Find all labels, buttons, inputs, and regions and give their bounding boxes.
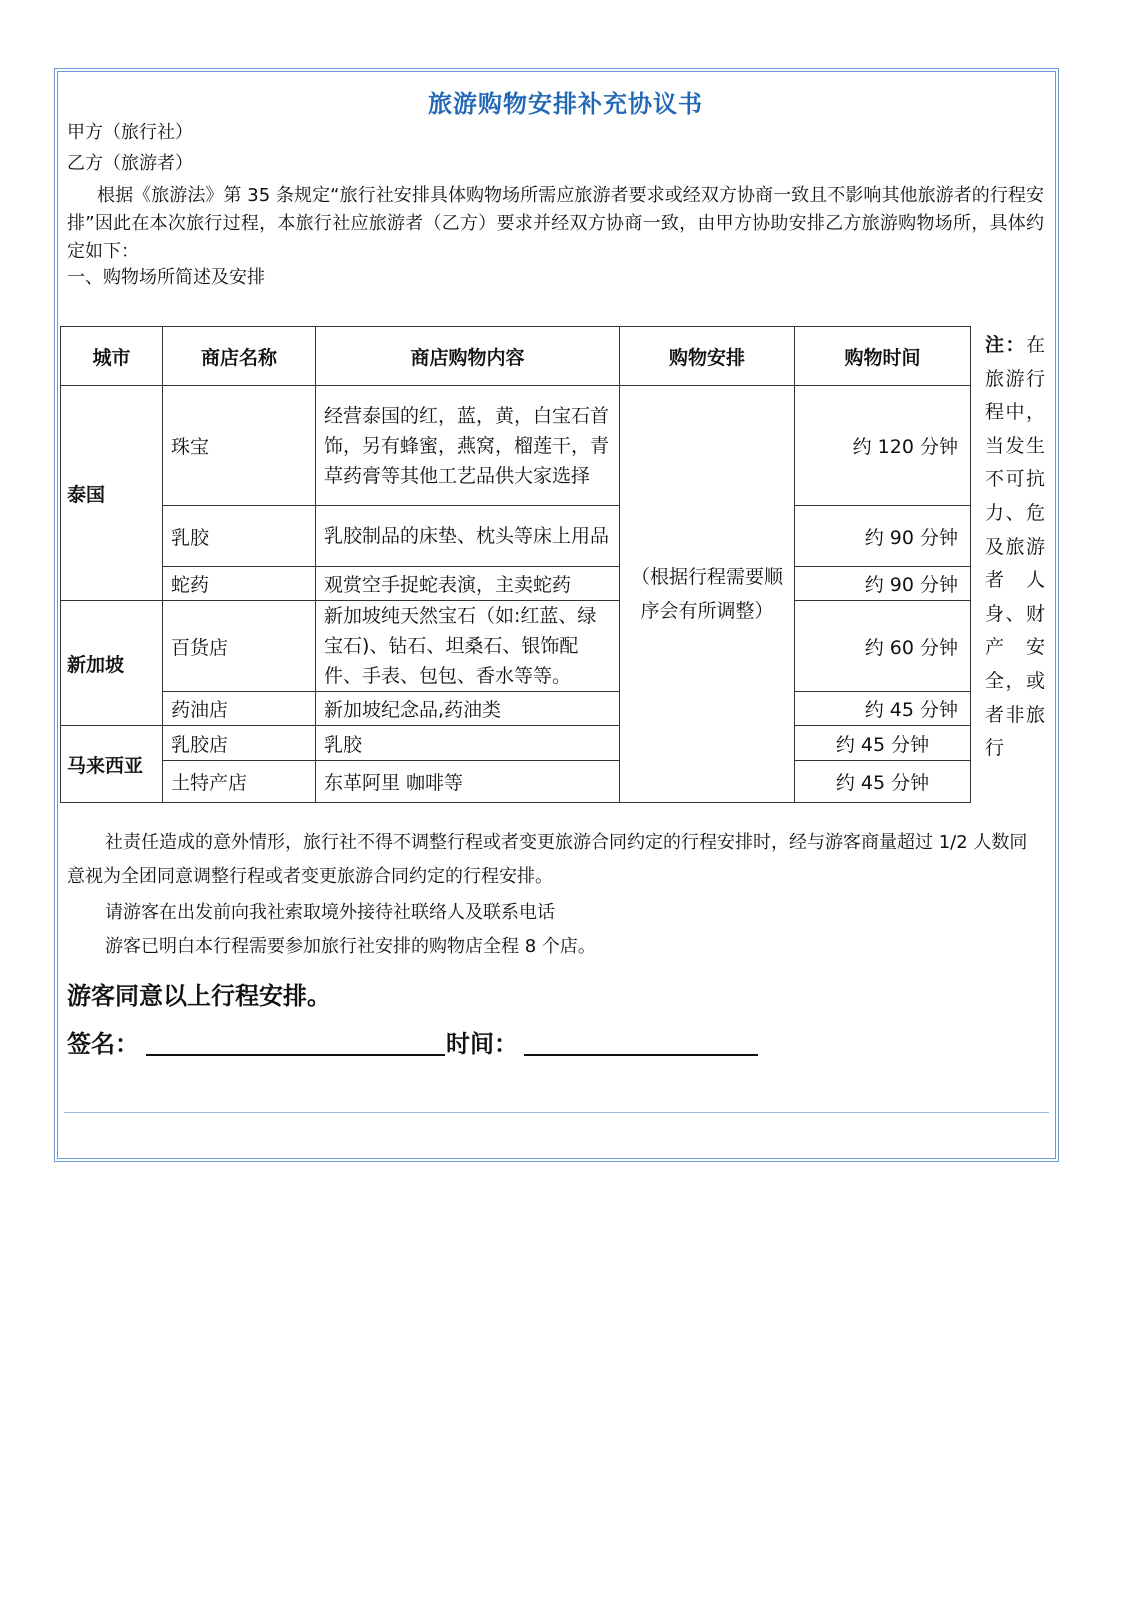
party-b: 乙方（旅游者） [67,153,193,174]
shop-content: 新加坡纯天然宝石（如:红蓝、绿宝石)、钻石、坦桑石、银饰配件、手表、包包、香水等等。 [316,601,620,692]
shop-name: 蛇药 [163,567,316,601]
shop-name: 药油店 [163,692,316,726]
shop-content: 经营泰国的红，蓝，黄，白宝石首饰，另有蜂蜜，燕窝，榴莲干，青草药膏等其他工艺品供大家选择 [316,386,620,506]
time-label: 时间： [446,1030,518,1058]
shop-name: 乳胶店 [163,726,316,761]
table-row [61,726,971,761]
header-content: 商店购物内容 [316,327,620,386]
after-paragraph-2: 请游客在出发前向我社索取境外接待社联络人及联系电话 [105,902,555,923]
shop-time: 约 90 分钟 [795,506,971,567]
shop-content: 乳胶制品的床垫、枕头等床上用品 [316,506,620,567]
document-title: 旅游购物安排补充协议书 [428,90,703,118]
shop-time: 约 60 分钟 [795,601,971,692]
shop-name: 乳胶 [163,506,316,567]
shop-time: 约 45 分钟 [795,726,971,761]
header-arrangement: 购物安排 [620,327,795,386]
shop-content: 观赏空手捉蛇表演，主卖蛇药 [316,567,620,601]
shop-time: 约 90 分钟 [795,567,971,601]
shop-content: 新加坡纪念品,药油类 [316,692,620,726]
signature-line[interactable] [146,1054,445,1056]
table-row [61,692,971,726]
after-paragraph-1: 社责任造成的意外情形，旅行社不得不调整行程或者变更旅游合同约定的行程安排时，经与游客商量超过 1/2 人数同意视为全团同意调整行程或者变更旅游合同约定的行程安排。 [67,832,1028,887]
after-paragraph-3: 游客已明白本行程需要参加旅行社安排的购物店全程 8 个店。 [105,936,596,957]
shop-content: 东革阿里 咖啡等 [316,761,620,803]
intro-paragraph: 根据《旅游法》第 35 条规定“旅行社安排具体购物场所需应旅游者要求或经双方协商一致且不影响其他旅游者的行程安排”因此在本次旅行过程，本旅行社应旅游者（乙方）要求并经双方协商一致，由甲方协助安排乙方旅游购物场所，具体约定如下： [67,185,1044,262]
shop-time: 约 45 分钟 [795,761,971,803]
city-thailand: 泰国 [61,386,163,601]
header-city: 城市 [61,327,163,386]
table-row [61,601,971,692]
party-a: 甲方（旅行社） [67,122,193,143]
sign-label: 签名： [67,1030,139,1058]
table-header-row [61,327,971,386]
table-row [61,567,971,601]
header-time: 购物时间 [795,327,971,386]
table-row [61,386,971,506]
shop-time: 约 45 分钟 [795,692,971,726]
city-malaysia: 马来西亚 [61,726,163,803]
table-row [61,506,971,567]
header-shop: 商店名称 [163,327,316,386]
shop-name: 珠宝 [163,386,316,506]
note-label: 注： [985,334,1026,356]
shop-time: 约 120 分钟 [795,386,971,506]
footer-divider [64,1112,1049,1113]
section-heading: 一、购物场所简述及安排 [67,267,265,288]
side-note [985,329,1045,766]
note-text: 在旅游行程中，当发生不可抗力、危及旅游者人身、财产安全，或者非旅行 [985,334,1045,760]
date-line[interactable] [524,1054,758,1056]
shop-name: 土特产店 [163,761,316,803]
shop-name: 百货店 [163,601,316,692]
shopping-table [60,326,971,803]
arrangement-note: （根据行程需要顺序会有所调整） [620,386,795,803]
agreement-statement: 游客同意以上行程安排。 [67,982,331,1010]
shop-content: 乳胶 [316,726,620,761]
city-singapore: 新加坡 [61,601,163,726]
table-row [61,761,971,803]
